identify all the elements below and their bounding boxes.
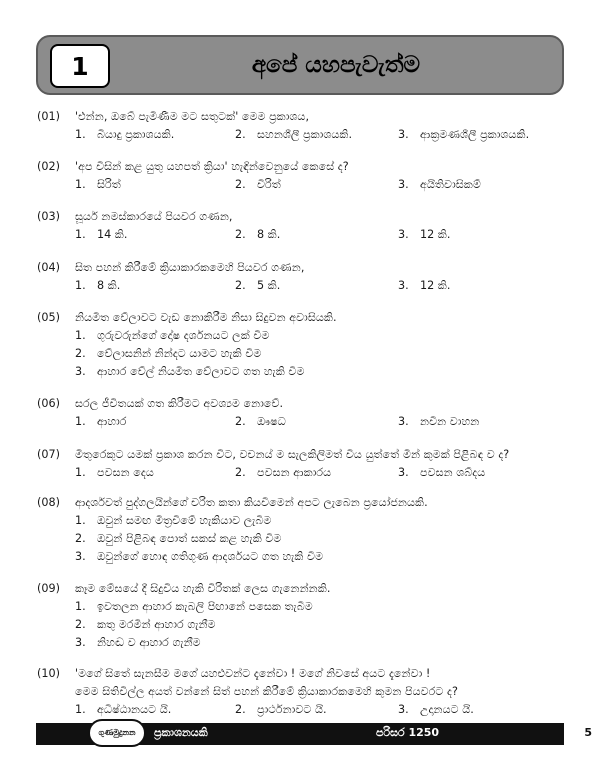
option: 2. කතු මරමින් ආහාර ගැනීම <box>75 618 216 631</box>
option: 3. නිහඬ ව ආහාර ගැනීම <box>75 636 201 649</box>
option: 3. ආක්‍රමණශීලී ප්‍රකාශයකි. <box>398 128 530 141</box>
question-text: නියමිත වේලාවට වැඩ නොකිරීම නිසා සිදුවන අවාසියකි. <box>75 311 337 324</box>
lesson-header <box>36 35 564 95</box>
question-text: 'අප විසින් කළ යුතු යහපත් ක්‍රියා' හැඳින්වෙනුයේ කෙසේ ද? <box>75 160 349 173</box>
question-text: කෑම මේසයේ දී සිදුවිය හැකි විරිතක් ලෙස ගැනෙන්නකි. <box>75 582 331 595</box>
option: 2. සහනශීලී ප්‍රකාශයකි. <box>235 128 353 141</box>
option: 2. 5 කි. <box>235 279 281 292</box>
option: 3. පවසන ශබ්දය <box>398 466 486 479</box>
subject-code: පරිසර 1250 <box>376 726 440 739</box>
question-text: ආදර්ශවත් පුද්ගලයින්ගේ චරිත කතා කියවීමෙන් අපට ලැබෙන ප්‍රයෝජනයකි. <box>75 496 428 509</box>
option: 2. ප්‍රාර්ථනාවට යි. <box>235 703 327 716</box>
lesson-number: 1 <box>50 44 110 88</box>
option: 1. 14 කි. <box>75 228 128 241</box>
question-number: (07) <box>37 448 60 461</box>
question-number: (09) <box>37 582 60 595</box>
question-text: 'එන්න, ඔබේ පැමිණීම මට සතුටක්' මෙම ප්‍රකාශය, <box>75 110 310 123</box>
option: 1. 8 කි. <box>75 279 121 292</box>
option: 1. බියාදු ප්‍රකාශයකි. <box>75 128 175 141</box>
option: 1. ආහාර <box>75 415 127 428</box>
option: 3. අයිතිවාසිකම් <box>398 178 481 191</box>
option: 3. 12 කි. <box>398 228 451 241</box>
option: 3. 12 කි. <box>398 279 451 292</box>
question-number: (04) <box>37 261 60 274</box>
option: 1. ඉවතලන ආහාර කැබලි පිඟානේ පසෙක තැබීම <box>75 600 313 613</box>
option: 2. ඔවුන් පිළිබඳ පොත් සකස් කළ හැකි වීම <box>75 532 282 545</box>
question-number: (10) <box>37 667 60 680</box>
footer-bar <box>36 723 592 745</box>
question-number: (08) <box>37 496 60 509</box>
lesson-title: අපේ යහපැවැත්ම <box>251 52 421 78</box>
option: 1. සිරිත් <box>75 178 121 191</box>
question-text: සිත පහන් කිරීමේ ක්‍රියාකාරකමෙහි පියවර ගණන, <box>75 261 305 274</box>
option: 2. ඖෂධ <box>235 415 286 428</box>
publisher-logo: ගුණමුදුනන <box>88 719 146 747</box>
question-text: සූර්ය නමස්කාරයේ පියවර ගණන, <box>75 210 233 223</box>
option: 2. පවසන ආකාරය <box>235 466 332 479</box>
question-number: (03) <box>37 210 60 223</box>
publisher-label: ප්‍රකාශනයකි <box>154 726 208 739</box>
option: 1. අධිෂ්ඨානයට යි. <box>75 703 172 716</box>
option: 1. පවසන දෙය <box>75 466 154 479</box>
question-number: (01) <box>37 110 60 123</box>
option: 3. ඔවුන්ගේ හොඳ ගතිගුණ ආදර්ශයට ගත හැකි වීම <box>75 550 324 563</box>
option: 3. උදානයට යි. <box>398 703 474 716</box>
option: 2. විරිත් <box>235 178 281 191</box>
option: 3. ආහාර වේල් නියමිත වේලාවට ගත හැකි වීම <box>75 365 305 378</box>
question-text: මිතුරෙකුට යමක් ප්‍රකාශ කරන විට, වචනය් ම සැලකිලිමත් විය යුත්තේ මින් කුමක් පිළිබඳ ව ද? <box>75 448 510 461</box>
option: 1. ගුරුවරුන්ගේ දෝෂ දර්ශනයට ලක් වීම <box>75 329 270 342</box>
question-text-line-2: මෙම සිතිවිල්ල අයත් වන්නේ සිත් පහන් කිරීමේ ක්‍රියාකාරකමෙහි කුමන පියවරට ද? <box>75 685 458 698</box>
question-number: (06) <box>37 397 60 410</box>
question-number: (02) <box>37 160 60 173</box>
page-number: 5 <box>584 726 592 739</box>
option: 3. නවීන වාහන <box>398 415 480 428</box>
option: 2. වේලාසනින් නින්දට යාමට හැකි වීම <box>75 347 262 360</box>
question-text: 'මගේ සිතේ සැනසීම මගේ යහළුවන්ට දැනේවා ! මගේ නිවසේ අයට දැනේවා ! <box>75 667 431 680</box>
option: 2. 8 කි. <box>235 228 281 241</box>
question-text: සරල ජීවිතයක් ගත කිරීමට අවශ්‍යම නොවේ. <box>75 397 284 410</box>
option: 1. ඔවුන් සමඟ මිත්‍රවීමේ හැකියාව ලැබීම <box>75 514 272 527</box>
question-number: (05) <box>37 311 60 324</box>
